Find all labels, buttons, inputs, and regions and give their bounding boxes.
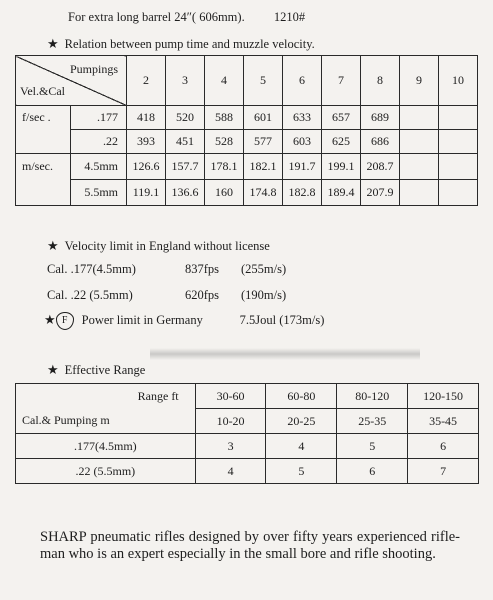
table-cell	[439, 180, 478, 206]
table-cell: 603	[283, 130, 322, 154]
table-cell: 178.1	[205, 154, 244, 180]
row-cal-label: 5.5mm	[71, 180, 127, 206]
pumping-col-header: 9	[400, 56, 439, 106]
effective-range-table	[15, 383, 479, 484]
range-m-cell: 25-35	[337, 409, 408, 434]
range-m-cell: 35-45	[408, 409, 479, 434]
table-cell: 528	[205, 130, 244, 154]
table-cell	[439, 106, 478, 130]
table-cell: 3	[195, 434, 266, 459]
table-row	[16, 180, 478, 206]
sharp-description-paragraph: SHARP pneumatic rifles designed by over fifty years experienced rifle- man who is an expert especially in the small bore and rifle shooting.	[40, 529, 460, 562]
table-row	[16, 154, 478, 180]
table-cell: 588	[205, 106, 244, 130]
table-row	[16, 434, 479, 459]
star-bullet-icon: ★	[47, 238, 59, 253]
row-cal-label: .177(4.5mm)	[16, 434, 196, 459]
effective-range-title: ★ Effective Range	[47, 362, 146, 377]
table-cell: 191.7	[283, 154, 322, 180]
pumpings-header: Pumpings	[69, 62, 118, 76]
table-cell	[439, 154, 478, 180]
scan-smudge	[150, 348, 420, 360]
table-cell: 7	[408, 459, 479, 484]
row-group-label: f/sec .	[16, 106, 71, 154]
pumping-col-header: 5	[244, 56, 283, 106]
table-row	[16, 106, 478, 130]
germany-f-mark-icon: F	[56, 312, 74, 330]
table-cell: 6	[337, 459, 408, 484]
row-cal-label: 4.5mm	[71, 154, 127, 180]
pumping-col-header: 3	[166, 56, 205, 106]
range-ft-header: Range ft	[16, 384, 196, 409]
pumping-col-header: 8	[361, 56, 400, 106]
row-cal-label: .22 (5.5mm)	[16, 459, 196, 484]
table-cell: 5	[337, 434, 408, 459]
table-cell: 5	[266, 459, 337, 484]
barrel-length-text: For extra long barrel 24″( 606mm).	[68, 10, 245, 24]
star-bullet-icon: ★	[47, 36, 59, 51]
vel-cal-header: Vel.&Cal	[20, 84, 65, 98]
table-cell	[400, 154, 439, 180]
barrel-length-line	[68, 10, 305, 25]
table-cell: 418	[127, 106, 166, 130]
row-cal-label: .177	[71, 106, 127, 130]
range-ft-cell: 120-150	[408, 384, 479, 409]
range-ft-cell: 30-60	[195, 384, 266, 409]
table-cell: 633	[283, 106, 322, 130]
table-cell: 160	[205, 180, 244, 206]
table-cell: 657	[322, 106, 361, 130]
table-cell: 119.1	[127, 180, 166, 206]
star-bullet-icon: ★	[47, 362, 59, 377]
range-m-cell: 20-25	[266, 409, 337, 434]
table-cell: 520	[166, 106, 205, 130]
velocity-limit-line: Cal. .177(4.5mm) 837fps (255m/s)	[47, 262, 287, 276]
table-cell	[400, 106, 439, 130]
table-cell: 126.6	[127, 154, 166, 180]
section-pump-velocity-title: ★ Relation between pump time and muzzle velocity.	[47, 36, 315, 51]
table-cell: 686	[361, 130, 400, 154]
pumping-col-header: 7	[322, 56, 361, 106]
table-cell: 182.1	[244, 154, 283, 180]
range-ft-cell: 80-120	[337, 384, 408, 409]
range-ft-cell: 60-80	[266, 384, 337, 409]
table-cell: 577	[244, 130, 283, 154]
table-cell: 174.8	[244, 180, 283, 206]
table-row	[16, 459, 479, 484]
table-cell: 601	[244, 106, 283, 130]
range-m-cell: 10-20	[195, 409, 266, 434]
velocity-limit-title: ★ Velocity limit in England without license	[47, 238, 270, 253]
star-bullet-icon: ★	[44, 312, 56, 327]
table-cell: 689	[361, 106, 400, 130]
table-cell: 451	[166, 130, 205, 154]
cal-pumping-header: Cal.& Pumping m	[16, 409, 196, 434]
table-cell	[439, 130, 478, 154]
table-corner-cell	[16, 56, 127, 106]
pumping-col-header: 10	[439, 56, 478, 106]
row-cal-label: .22	[71, 130, 127, 154]
table-cell: 208.7	[361, 154, 400, 180]
table-cell	[400, 130, 439, 154]
germany-power-limit-line: ★ F Power limit in Germany 7.5Joul (173m/s)	[44, 312, 324, 330]
barrel-code: 1210#	[273, 10, 306, 24]
table-cell: 4	[195, 459, 266, 484]
table-cell: 157.7	[166, 154, 205, 180]
table-cell: 4	[266, 434, 337, 459]
table-cell: 199.1	[322, 154, 361, 180]
table-cell: 625	[322, 130, 361, 154]
table-cell: 393	[127, 130, 166, 154]
velocity-limit-line: Cal. .22 (5.5mm) 620fps (190m/s)	[47, 288, 287, 302]
table-cell: 189.4	[322, 180, 361, 206]
pump-velocity-table	[15, 55, 478, 206]
pumping-col-header: 4	[205, 56, 244, 106]
table-cell: 182.8	[283, 180, 322, 206]
table-cell: 136.6	[166, 180, 205, 206]
table-row	[16, 130, 478, 154]
table-cell: 207.9	[361, 180, 400, 206]
table-cell	[400, 180, 439, 206]
pumping-col-header: 6	[283, 56, 322, 106]
row-group-label: m/sec.	[16, 154, 71, 206]
table-cell: 6	[408, 434, 479, 459]
pumping-col-header: 2	[127, 56, 166, 106]
